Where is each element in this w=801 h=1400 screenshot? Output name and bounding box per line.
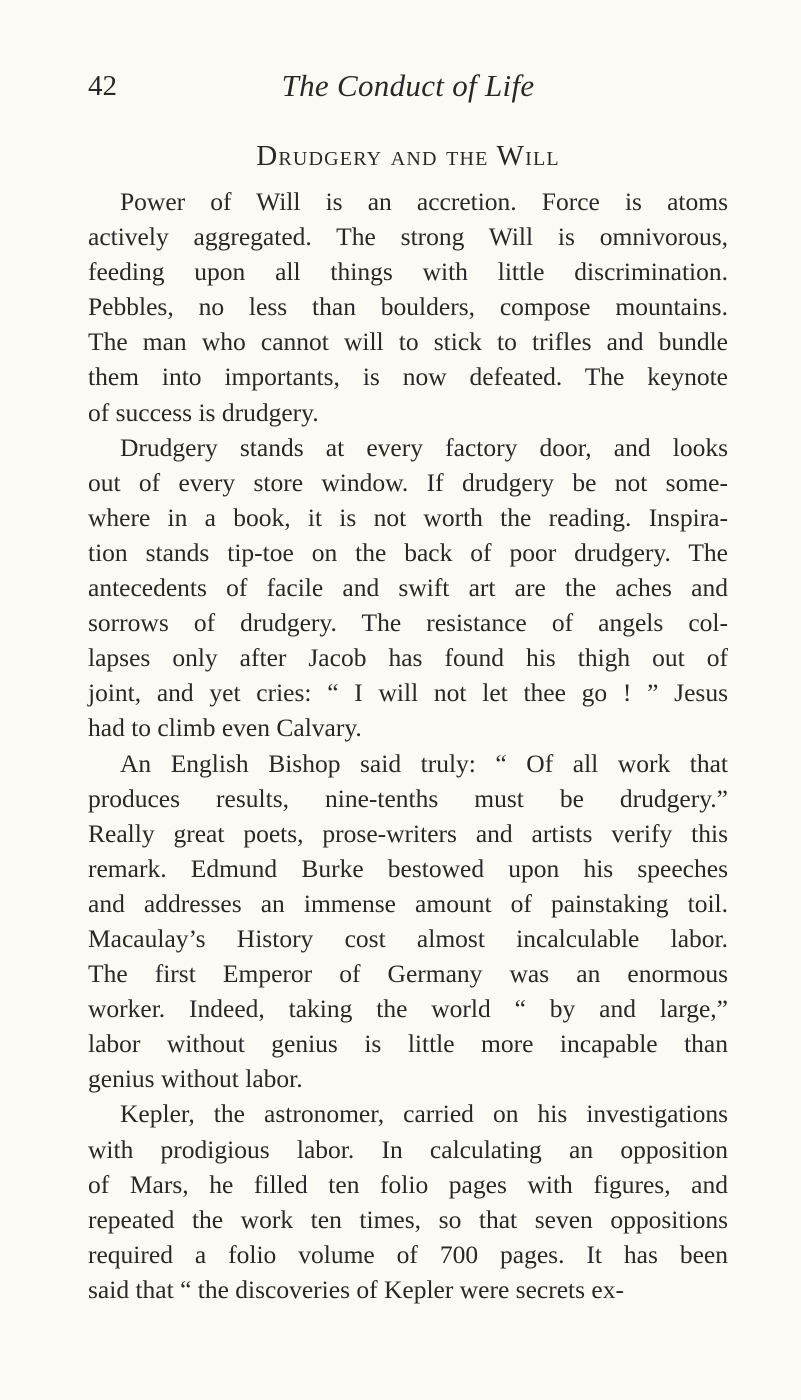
text-line: Macaulay’s History cost almost incalculable labor.: [88, 923, 728, 953]
text-line: actively aggregated. The strong Will is omnivorous,: [88, 222, 728, 252]
text-line: of success is drudgery.: [88, 397, 319, 427]
running-title: The Conduct of Life: [281, 68, 535, 103]
paragraph: [88, 184, 728, 430]
text-line: antecedents of facile and swift art are the aches and: [88, 573, 728, 603]
text-line: The man who cannot will to stick to trifles and bundle: [88, 327, 728, 357]
text-line: required a folio volume of 700 pages. It has been: [88, 1239, 728, 1269]
text-line: joint, and yet cries: “ I will not let thee go ! ” Jesus: [88, 678, 728, 708]
text-line: genius without labor.: [88, 1064, 303, 1094]
paragraph: [88, 430, 728, 746]
text-line: The first Emperor of Germany was an enormous: [88, 959, 728, 989]
chapter-title: Drudgery and the Will: [256, 140, 560, 172]
text-line: said that “ the discoveries of Kepler were secrets ex-: [88, 1274, 624, 1304]
text-line: remark. Edmund Burke bestowed upon his speeches: [88, 853, 728, 883]
text-line: Drudgery stands at every factory door, and looks: [120, 432, 728, 462]
text-line: Power of Will is an accretion. Force is atoms: [120, 187, 728, 216]
paragraph: [88, 746, 728, 1097]
body-text: [88, 184, 728, 1307]
page-number: 42: [88, 70, 117, 102]
text-line: of Mars, he filled ten folio pages with figures, and: [88, 1169, 728, 1199]
text-line: worker. Indeed, taking the world “ by and large,”: [88, 994, 728, 1024]
text-line: had to climb even Calvary.: [88, 713, 362, 743]
text-line: out of every store window. If drudgery be not some-: [88, 467, 728, 497]
text-line: labor without genius is little more incapable than: [88, 1029, 728, 1059]
text-line: Pebbles, no less than boulders, compose mountains.: [88, 292, 728, 322]
text-line: with prodigious labor. In calculating an opposition: [88, 1134, 728, 1164]
text-line: feeding upon all things with little discrimination.: [88, 257, 728, 287]
text-line: An English Bishop said truly: “ Of all work that: [120, 748, 728, 778]
text-line: and addresses an immense amount of painstaking toil.: [88, 888, 728, 918]
text-line: tion stands tip-toe on the back of poor drudgery. The: [88, 537, 728, 567]
text-line: lapses only after Jacob has found his thigh out of: [88, 643, 728, 673]
text-line: them into importants, is now defeated. The keynote: [88, 362, 728, 392]
text-line: Kepler, the astronomer, carried on his investigations: [120, 1099, 728, 1129]
paragraph: [88, 1096, 728, 1307]
text-line: repeated the work ten times, so that seven oppositions: [88, 1204, 728, 1234]
text-line: sorrows of drudgery. The resistance of angels col-: [88, 608, 728, 638]
text-line: where in a book, it is not worth the reading. Inspira-: [88, 502, 728, 532]
text-line: produces results, nine-tenths must be drudgery.”: [88, 783, 728, 813]
text-line: Really great poets, prose-writers and artists verify this: [88, 818, 728, 848]
running-head: [88, 66, 728, 106]
